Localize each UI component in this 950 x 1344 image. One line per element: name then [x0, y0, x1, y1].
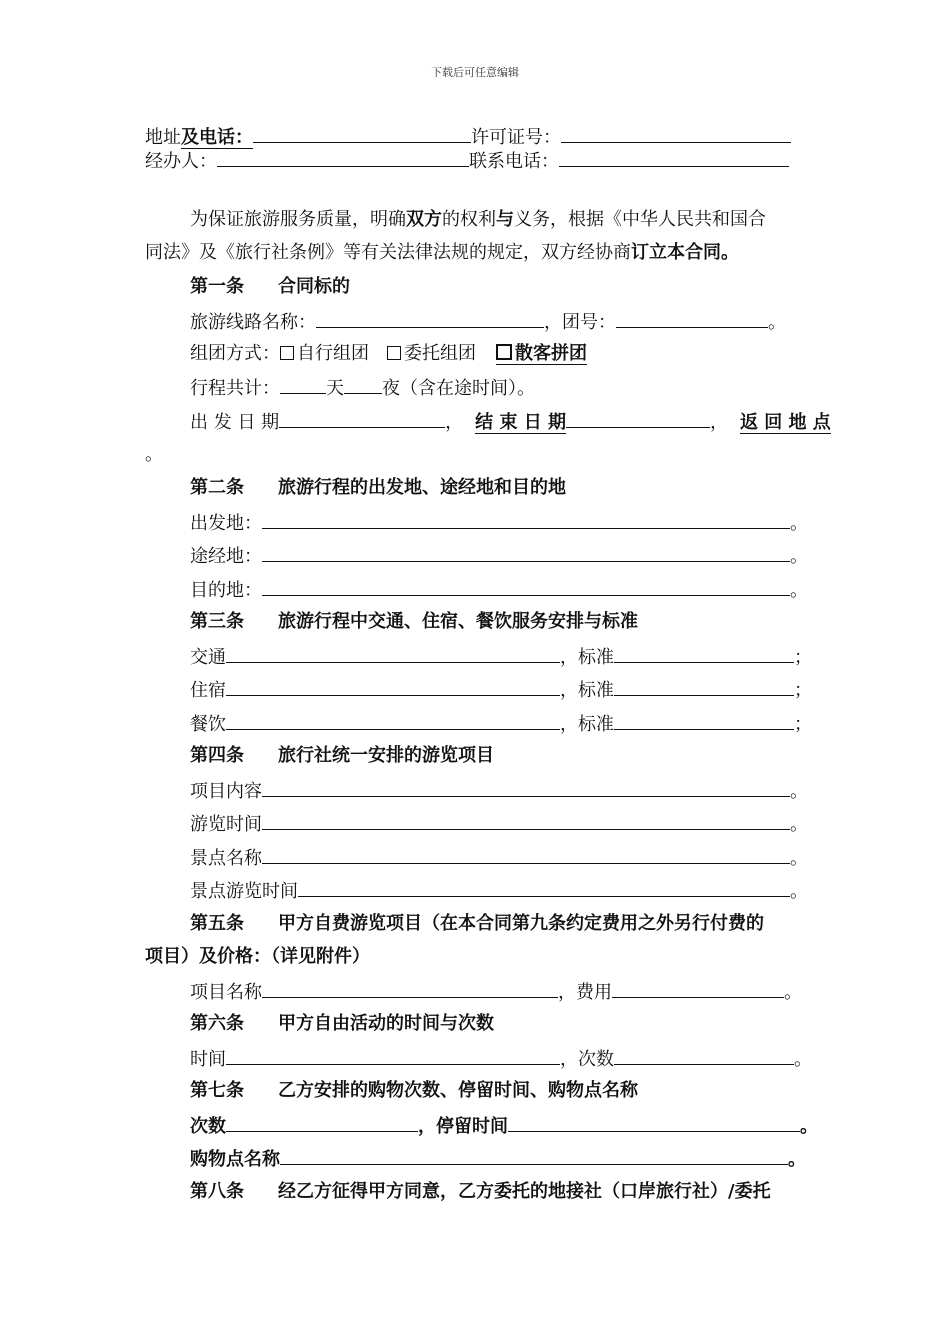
free-time-row [190, 1046, 812, 1072]
address-blank[interactable] [253, 124, 471, 143]
meals-label: 餐饮 [190, 714, 226, 735]
article-title: 甲方自由活动的时间与次数 [278, 1013, 494, 1034]
group-number-blank[interactable] [616, 309, 768, 328]
spot-name-row [190, 845, 808, 871]
semicolon: ； [794, 680, 812, 701]
article-5-heading-cont: 项目）及价格：（详见附件） [145, 946, 370, 967]
spot-name-blank[interactable] [262, 845, 790, 864]
intro-line-2 [145, 241, 739, 265]
item-content-row [190, 778, 808, 804]
period: 。 [768, 312, 786, 333]
intro-text: 与 [496, 209, 514, 230]
article-title: 乙方安排的购物次数、停留时间、购物点名称 [278, 1080, 638, 1101]
period: 。 [790, 848, 808, 869]
period: 。 [790, 546, 808, 567]
end-date-blank[interactable] [566, 409, 710, 428]
handler-label: 经办人： [145, 151, 217, 172]
via-label: 途经地： [190, 546, 262, 567]
route-row [190, 309, 786, 335]
shopping-count-label: 次数 [190, 1116, 226, 1137]
article-number: 第四条 [190, 745, 244, 766]
nights-blank[interactable] [344, 375, 382, 394]
shop-name-row [190, 1146, 806, 1172]
handler-row [145, 148, 789, 174]
extra-item-row [190, 979, 802, 1005]
article-2-heading [190, 476, 566, 500]
transport-label: 交通 [190, 647, 226, 668]
via-row [190, 543, 808, 569]
fee-label: ，费用 [558, 982, 612, 1003]
lodging-standard-blank[interactable] [614, 677, 794, 696]
lodging-row [190, 677, 812, 703]
intro-text: 义务，根据《中华人民共和国合 [514, 209, 766, 230]
period: 。 [788, 1149, 806, 1170]
option-consolidated-label: 散客拼团 [515, 343, 587, 364]
article-8-heading [190, 1180, 771, 1204]
intro-text: 同法》及《旅行社条例》等有关法律法规的规定，双方经协商 [145, 242, 631, 263]
handler-blank[interactable] [217, 148, 469, 167]
stay-time-label: ，停留时间 [418, 1116, 508, 1137]
comma: ， [445, 412, 464, 433]
transport-blank[interactable] [226, 644, 560, 663]
intro-line-1 [190, 208, 766, 232]
trip-length-label: 行程共计： [190, 378, 280, 399]
free-time-blank[interactable] [226, 1046, 560, 1065]
article-title: 甲方自费游览项目（在本合同第九条约定费用之外另行付费的 [278, 913, 764, 934]
free-count-label: ，次数 [560, 1049, 614, 1070]
period: 。 [790, 580, 808, 601]
lodging-label: 住宿 [190, 680, 226, 701]
end-date-label: 结 束 日 期 [475, 412, 566, 433]
license-blank[interactable] [561, 124, 791, 143]
period: 。 [790, 881, 808, 902]
address-phone-row [145, 124, 791, 150]
shopping-count-blank[interactable] [226, 1113, 418, 1132]
meals-row [190, 711, 812, 737]
depart-date-label: 出 发 日 期 [190, 412, 280, 433]
article-title: 旅行社统一安排的游览项目 [278, 745, 494, 766]
shop-name-blank[interactable] [280, 1146, 788, 1165]
article-7-heading [190, 1079, 638, 1103]
transport-standard-blank[interactable] [614, 644, 794, 663]
return-place-label: 返 回 地 点 [739, 412, 831, 433]
day-label: 天 [326, 378, 344, 399]
shop-name-label: 购物点名称 [190, 1149, 280, 1170]
destination-label: 目的地： [190, 580, 262, 601]
checkbox-consolidated[interactable] [496, 344, 512, 360]
trip-length-row [190, 375, 535, 401]
lodging-blank[interactable] [226, 677, 560, 696]
item-content-label: 项目内容 [190, 781, 262, 802]
article-number: 第七条 [190, 1080, 244, 1101]
night-label: 夜（含在途时间）。 [382, 378, 535, 399]
article-title: 旅游行程的出发地、途经地和目的地 [278, 477, 566, 498]
article-6-heading [190, 1012, 494, 1036]
free-time-label: 时间 [190, 1049, 226, 1070]
period: 。 [790, 781, 808, 802]
standard-label: ，标准 [560, 714, 614, 735]
intro-text: 双方 [406, 209, 442, 230]
days-blank[interactable] [280, 375, 326, 394]
comma: ， [709, 412, 728, 433]
route-blank[interactable] [316, 309, 544, 328]
period: 。 [784, 982, 802, 1003]
shopping-count-row [190, 1113, 818, 1139]
checkbox-entrusted[interactable] [387, 346, 401, 360]
intro-text: 的权利 [442, 209, 496, 230]
period: 。 [790, 513, 808, 534]
spot-time-blank[interactable] [298, 878, 790, 897]
stay-time-blank[interactable] [508, 1113, 800, 1132]
page-header: 下载后可任意编辑 [431, 66, 519, 79]
meals-blank[interactable] [226, 711, 560, 730]
extra-item-blank[interactable] [262, 979, 558, 998]
contact-phone-label: 联系电话： [469, 151, 559, 172]
free-count-blank[interactable] [614, 1046, 794, 1065]
article-number: 第五条 [190, 913, 244, 934]
semicolon: ； [794, 714, 812, 735]
article-number: 第一条 [190, 276, 244, 297]
period: 。 [800, 1116, 818, 1137]
route-label: 旅游线路名称： [190, 312, 316, 333]
dates-row [190, 409, 831, 435]
article-number: 第八条 [190, 1181, 244, 1202]
departure-label: 出发地： [190, 513, 262, 534]
meals-standard-blank[interactable] [614, 711, 794, 730]
semicolon: ； [794, 647, 812, 668]
spot-time-row [190, 878, 808, 904]
departure-blank[interactable] [262, 510, 790, 529]
spot-time-label: 景点游览时间 [190, 881, 298, 902]
option-self-label: 自行组团 [297, 343, 369, 364]
phone-label: 及电话： [181, 127, 253, 148]
option-entrusted-label: 委托组团 [404, 343, 476, 364]
article-4-heading [190, 744, 494, 768]
destination-blank[interactable] [262, 577, 790, 596]
standard-label: ，标准 [560, 680, 614, 701]
article-title: 合同标的 [278, 276, 350, 297]
tour-time-row [190, 811, 808, 837]
dates-tail: 。 [145, 444, 163, 465]
standard-label: ，标准 [560, 647, 614, 668]
license-label: 许可证号： [471, 127, 561, 148]
tour-time-blank[interactable] [262, 811, 790, 830]
article-title: 旅游行程中交通、住宿、餐饮服务安排与标准 [278, 611, 638, 632]
departure-row [190, 510, 808, 536]
transport-row [190, 644, 812, 670]
intro-text: 订立本合同。 [631, 242, 739, 263]
article-number: 第六条 [190, 1013, 244, 1034]
depart-date-blank[interactable] [279, 409, 445, 428]
tour-time-label: 游览时间 [190, 814, 262, 835]
address-label: 地址 [145, 127, 181, 148]
group-number-label: ，团号： [544, 312, 616, 333]
article-number: 第三条 [190, 611, 244, 632]
extra-item-label: 项目名称 [190, 982, 262, 1003]
fee-blank[interactable] [612, 979, 784, 998]
item-content-blank[interactable] [262, 778, 790, 797]
spot-name-label: 景点名称 [190, 848, 262, 869]
article-5-heading [190, 912, 764, 936]
article-number: 第二条 [190, 477, 244, 498]
period: 。 [790, 814, 808, 835]
contact-phone-blank[interactable] [559, 148, 789, 167]
article-1-heading [190, 275, 350, 299]
destination-row [190, 577, 808, 603]
intro-text: 为保证旅游服务质量，明确 [190, 209, 406, 230]
period: 。 [794, 1049, 812, 1070]
article-title: 经乙方征得甲方同意，乙方委托的地接社（口岸旅行社）/委托 [278, 1181, 771, 1202]
article-3-heading [190, 610, 638, 634]
via-blank[interactable] [262, 543, 790, 562]
group-mode-row [190, 342, 587, 366]
checkbox-self[interactable] [280, 346, 294, 360]
group-mode-label: 组团方式： [190, 343, 280, 364]
